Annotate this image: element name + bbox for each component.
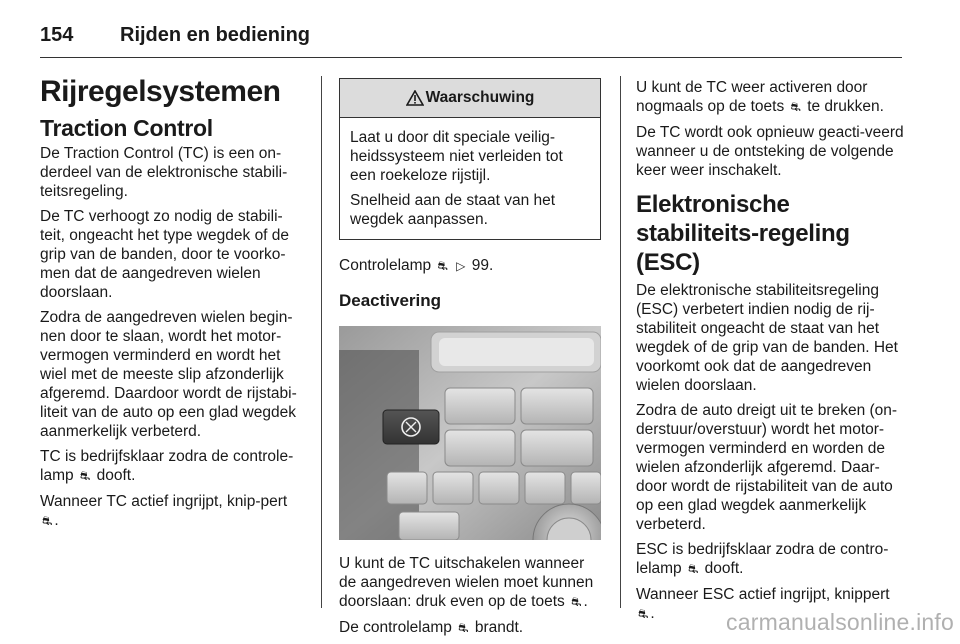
column-1 <box>40 70 306 537</box>
paragraph: ESC is bedrijfsklaar zodra de contro-lelamp ⛐ dooft. <box>636 541 889 577</box>
paragraph: De TC wordt ook opnieuw geacti-veerd wanneer u de ontsteking de volgende keer weer inschakelt. <box>636 124 904 179</box>
watermark: carmanualsonline.info <box>726 609 954 635</box>
column-3 <box>636 78 904 630</box>
subsection-title-traction-control: Traction Control <box>40 115 213 141</box>
paragraph: De TC verhoogt zo nodig de stabili-teit, ongeacht het type wegdek of de grip van de banden, door te voorko-men dat de aangedreven wielen doorslaan. <box>40 208 290 301</box>
paragraph: TC is bedrijfsklaar zodra de controle-lamp ⛐ dooft. <box>40 448 294 484</box>
header-rule <box>40 57 902 58</box>
paragraph: Zodra de auto dreigt uit te breken (on-derstuur/overstuur) wordt het motor-vermogen verminderd en worden de wielen afzonderlijk afgeremd. Daar-door wordt de rijstabiliteit van de auto op een glad wegdek aanmerkelijk verbeterd. <box>636 402 898 533</box>
subheading-deactivering: Deactivering <box>339 291 442 310</box>
paragraph: Zodra de aangedreven wielen begin-nen door te slaan, wordt het motor-vermogen verminderd en wordt het wiel met de meeste slip afzonderlijk afgeremd. Daardoor wordt de rijstabi-liteit van de auto op een glad wegdek aanmerkelijk verbeterd. <box>40 309 297 440</box>
esc-lamp-icon: ⛐ <box>687 562 699 576</box>
paragraph: U kunt de TC weer activeren door nogmaals op de toets ⛐ te drukken. <box>636 79 884 115</box>
tc-off-lamp-icon: ⛐ <box>458 621 469 635</box>
tc-button-icon: ⛐ <box>571 595 582 609</box>
column-divider-1 <box>321 76 322 608</box>
warning-text: Snelheid aan de staat van het wegdek aanpassen. <box>350 192 556 228</box>
reference-arrow-icon: ▷ <box>456 259 466 273</box>
section-title-esc: Elektronische stabiliteits-regeling (ESC) <box>636 191 850 276</box>
paragraph: Wanneer TC actief ingrijpt, knip-pert ⛐ . <box>40 493 288 529</box>
tc-lamp-icon: ⛐ <box>42 514 53 528</box>
warning-box <box>339 78 601 240</box>
page-reference: Controlelamp ⛐ ▷ 99. <box>339 257 494 274</box>
warning-triangle-icon <box>406 90 424 106</box>
warning-text: Laat u door dit speciale veilig-heidssysteem niet verleiden tot een roekeloze rijstijl. <box>350 129 563 184</box>
esc-lamp-icon: ⛐ <box>638 607 649 621</box>
tc-lamp-icon: ⛐ <box>79 469 91 483</box>
paragraph: U kunt de TC uitschakelen wanneer de aangedreven wielen moet kunnen doorslaan: druk even op de toets ⛐ . <box>339 555 594 610</box>
column-2 <box>339 74 601 644</box>
warning-title: Waarschuwing <box>425 89 535 106</box>
paragraph: De controlelamp ⛐ brandt. <box>339 619 524 636</box>
page-number: 154 <box>40 24 74 46</box>
paragraph: De elektronische stabiliteitsregeling (ESC) verbetert indien nodig de rij-stabiliteit ongeacht de staat van het wegdek of de grip van de banden. Het voorkomt ook dat de aangedreven wielen doorslaan. <box>636 282 898 394</box>
tc-lamp-icon: ⛐ <box>437 259 448 273</box>
dashboard-tc-button-photo <box>339 326 601 540</box>
section-title-rijregelsystemen: Rijregelsystemen <box>40 75 281 108</box>
tc-button-icon: ⛐ <box>790 100 801 114</box>
warning-header <box>340 79 600 118</box>
paragraph: Wanneer ESC actief ingrijpt, knippert ⛐ . <box>636 586 890 622</box>
column-divider-2 <box>620 76 621 608</box>
paragraph: De Traction Control (TC) is een on-derdeel van de elektronische stabili-teitsregeling. <box>40 145 288 200</box>
chapter-title: Rijden en bediening <box>120 24 311 46</box>
